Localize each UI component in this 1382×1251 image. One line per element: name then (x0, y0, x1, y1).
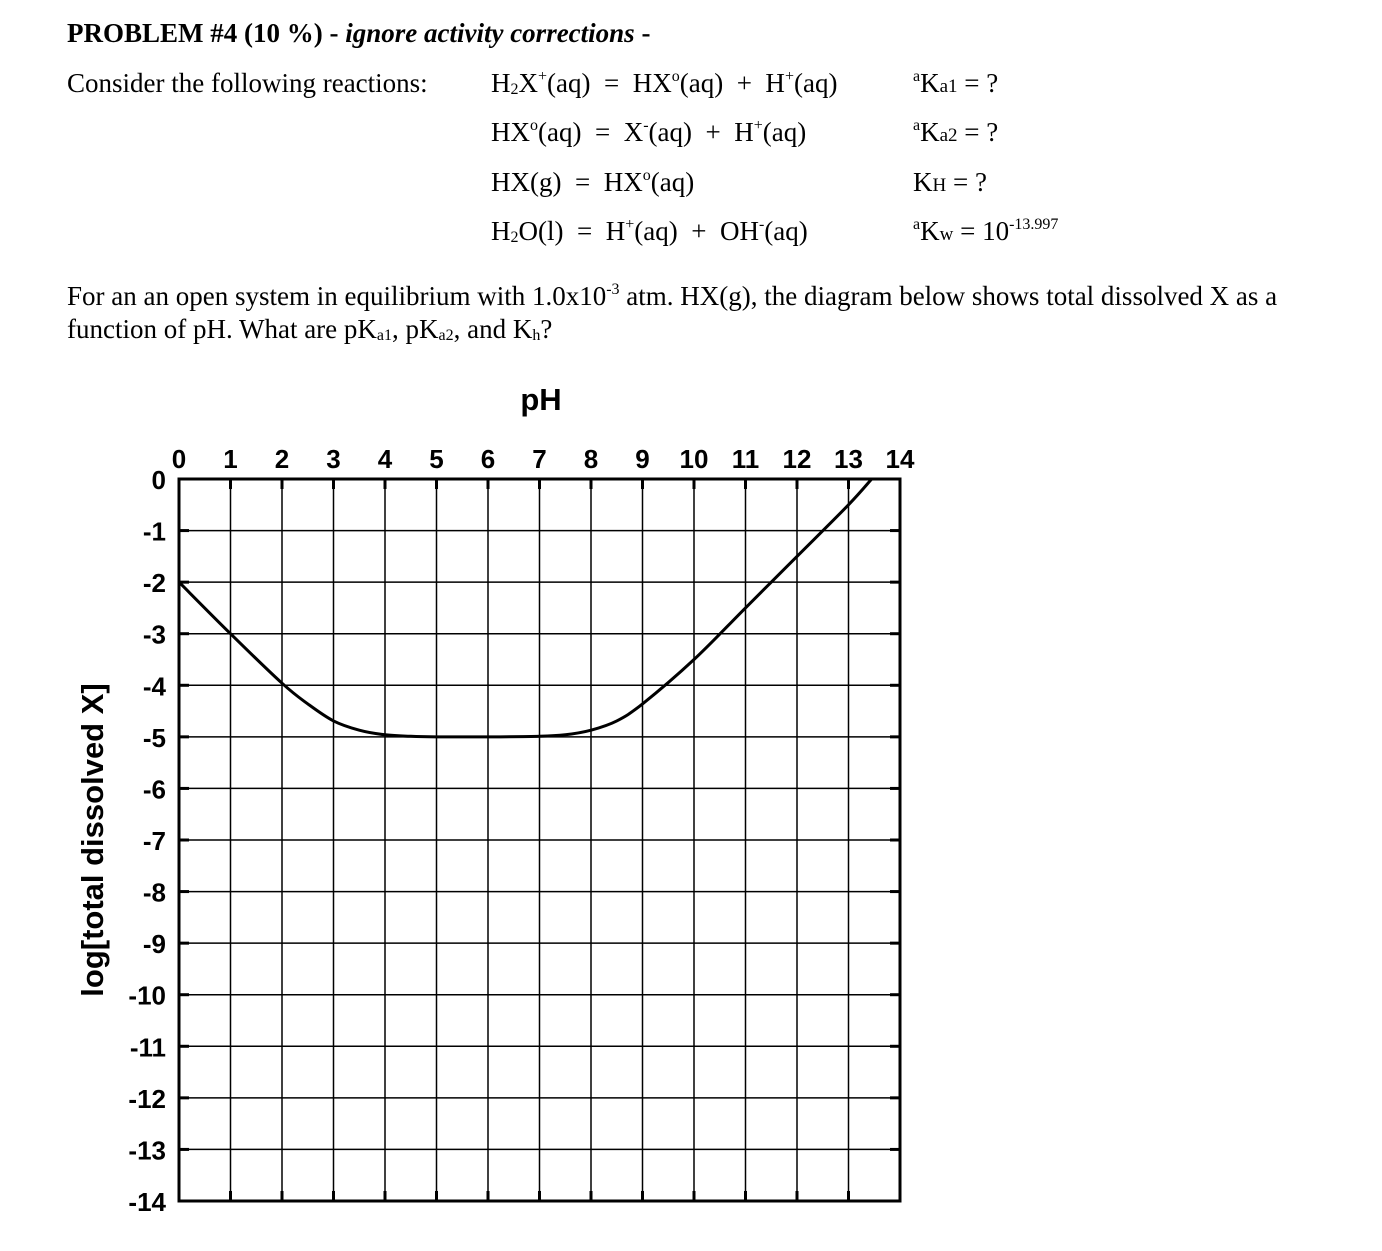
y-tick-label--1: -1 (142, 516, 166, 547)
y-axis-label: log[total dissolved X] (75, 683, 110, 997)
problem-title (67, 18, 650, 49)
reaction-4-constant: $^aKw = 10^{-13.997}$ (913, 216, 1059, 246)
x-tick-label-8: 8 (583, 444, 599, 474)
x-tick-labels (172, 444, 915, 474)
question-text: For an an open system in equilibrium with $1.0x10^{-3}$ atm. HX(g), the diagram below shows total dissolved X as a function of pH. What are $pK_{a1}$, $pK_{a2}$, and $K_h$? (67, 281, 1278, 344)
y-tick-label--2: -2 (142, 568, 166, 599)
intro-text: Consider the following reactions: (67, 68, 428, 98)
x-axis-label: pH (520, 382, 562, 417)
y-tick-label--10: -10 (128, 980, 166, 1011)
x-tick-label-3: 3 (326, 444, 341, 474)
y-tick-label-0: 0 (151, 465, 166, 495)
x-tick-label-13: 13 (834, 444, 863, 474)
title-bold: PROBLEM #4 (10 %) - (67, 18, 339, 48)
log-concentration-chart (0, 370, 1000, 1240)
reaction-3-constant: KH = ? (913, 167, 987, 197)
y-tick-label--12: -12 (128, 1083, 166, 1114)
x-tick-label-10: 10 (679, 444, 709, 474)
series-line-total-dissolved-x (179, 479, 872, 737)
reaction-3-equation: $HX(g) = HX^o(aq)$ (491, 167, 695, 197)
reaction-4-equation: $H_2O(l) = H^+(aq) + OH^-(aq)$ (491, 216, 808, 246)
title-tail: - (641, 18, 651, 48)
y-tick-label--6: -6 (142, 774, 166, 805)
x-tick-label-4: 4 (377, 444, 393, 474)
y-tick-label--5: -5 (142, 722, 166, 753)
x-tick-label-0: 0 (171, 444, 187, 474)
grid (179, 479, 900, 1201)
y-tick-label--14: -14 (128, 1187, 166, 1217)
reaction-2-constant: $^a$Ka2 = ? (913, 117, 999, 147)
x-tick-label-2: 2 (274, 444, 290, 474)
x-tick-label-1: 1 (223, 444, 238, 474)
reaction-2-equation: $HX^o(aq) = X^-(aq) + H^+(aq)$ (491, 117, 807, 147)
y-tick-labels (128, 465, 166, 1217)
x-tick-label-14: 14 (885, 444, 915, 474)
y-tick-label--4: -4 (142, 671, 166, 702)
y-tick-label--7: -7 (142, 826, 166, 856)
reaction-1-constant: $^a$Ka1 = ? (913, 68, 999, 98)
title-italic: ignore activity corrections (345, 18, 635, 48)
y-tick-label--13: -13 (128, 1135, 166, 1166)
x-tick-label-5: 5 (429, 444, 444, 474)
x-tick-label-7: 7 (532, 444, 547, 474)
x-tick-label-11: 11 (731, 444, 760, 474)
y-tick-label--11: -11 (129, 1032, 166, 1063)
x-tick-label-12: 12 (782, 444, 812, 474)
x-tick-label-6: 6 (480, 444, 496, 474)
x-tick-label-9: 9 (635, 444, 650, 474)
y-tick-label--9: -9 (142, 929, 166, 960)
y-tick-label--3: -3 (142, 619, 166, 650)
y-tick-label--8: -8 (142, 877, 166, 908)
reaction-1-equation: $H_2X^+(aq) = HX^o(aq) + H^+(aq)$ (491, 68, 838, 98)
